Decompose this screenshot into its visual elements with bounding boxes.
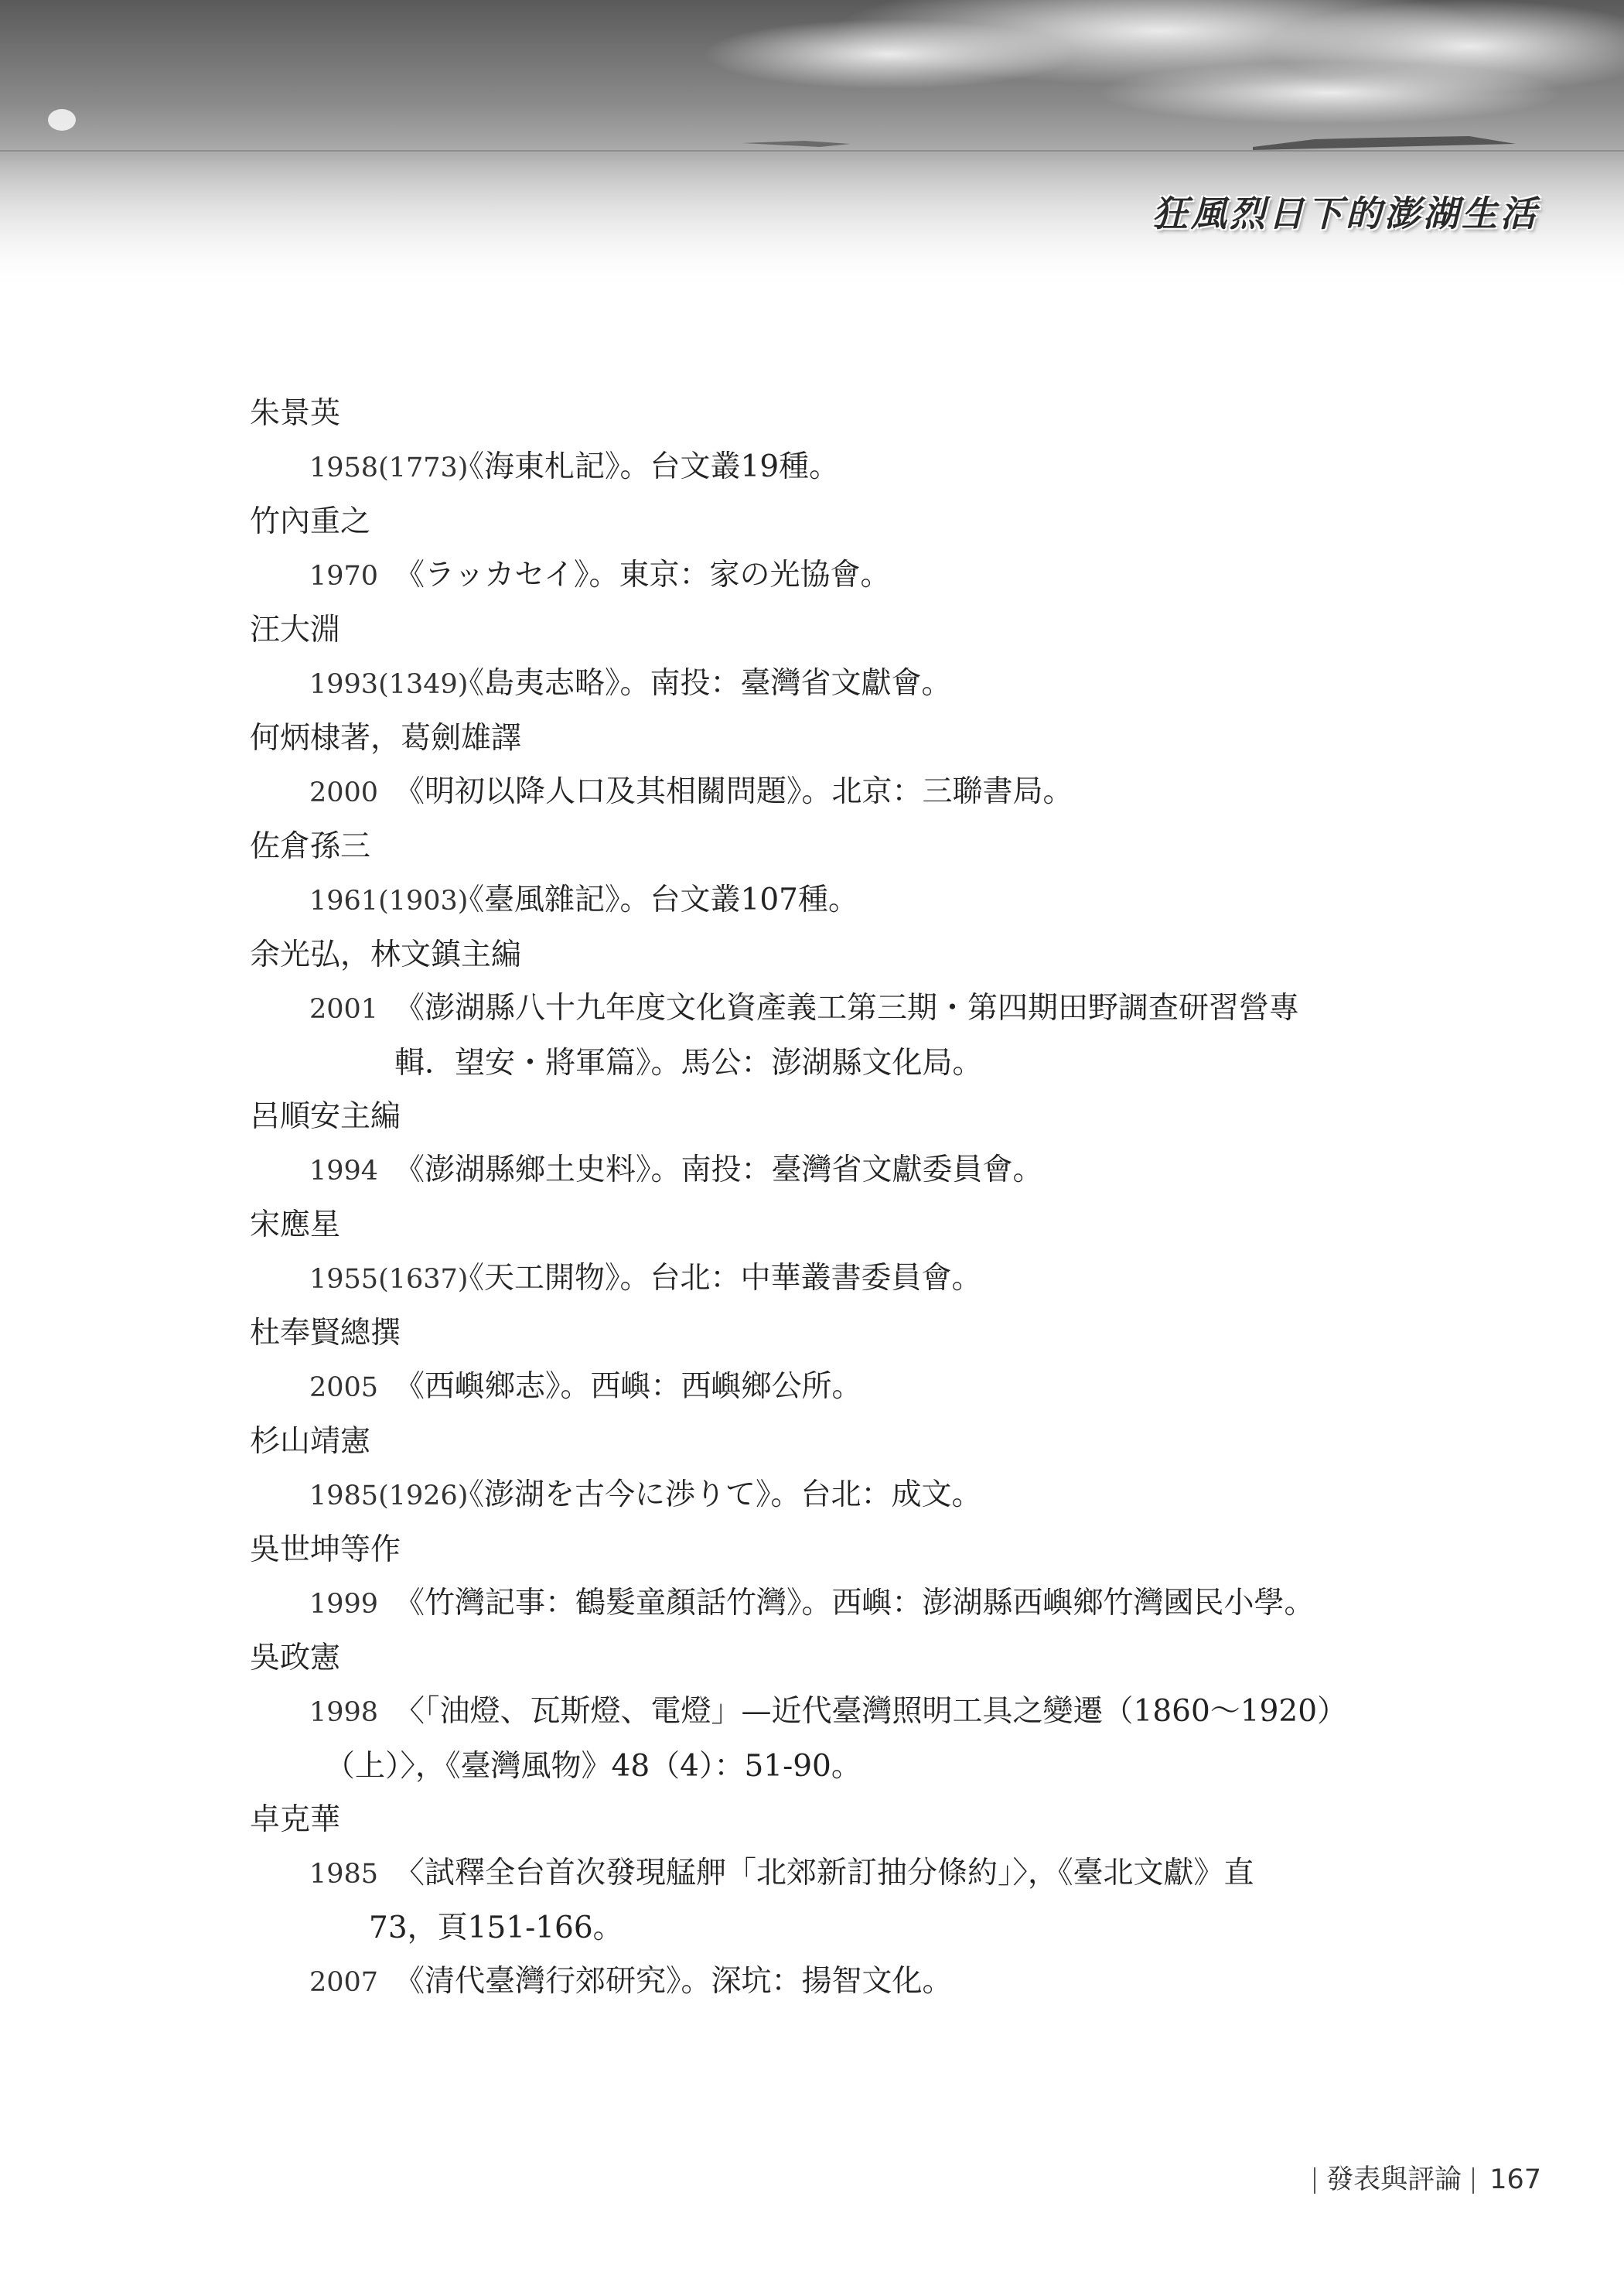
reference-entry [250, 873, 1394, 928]
reference-entry [250, 548, 1394, 603]
reference-entry [250, 1143, 1394, 1198]
author-name: 吳政憲 [250, 1641, 341, 1675]
author-name: 朱景英 [250, 396, 341, 431]
page-number: 167 [1489, 2164, 1541, 2195]
reference-entry [250, 1685, 1394, 1793]
reference-group [250, 1793, 1394, 2010]
entry-text-continued: （上）〉，《臺灣風物》48（4）：51-90。 [325, 1749, 861, 1784]
entry-text: 《ラッカセイ》。東京：家の光協會。 [394, 558, 891, 593]
entry-text: 〈「油燈、瓦斯燈、電燈」—近代臺灣照明工具之變遷（1860～1920） [394, 1694, 1348, 1729]
reference-group [250, 387, 1394, 495]
reference-group [250, 1198, 1394, 1306]
entry-text: 《竹灣記事：鶴髮童顏話竹灣》。西嶼：澎湖縣西嶼鄉竹灣國民小學。 [394, 1586, 1315, 1621]
entry-year: 1955(1637) [309, 1264, 469, 1295]
author-name: 吳世坤等作 [250, 1532, 401, 1567]
reference-group [250, 712, 1394, 820]
author-name: 杉山靖憲 [250, 1424, 371, 1459]
entry-year: 1993(1349) [309, 669, 469, 700]
footer-section-title: 發表與評論 [1326, 2164, 1462, 2195]
author-name: 佐倉孫三 [250, 829, 371, 864]
entry-text: 《西嶼鄉志》。西嶼：西嶼鄉公所。 [394, 1369, 862, 1404]
author-name: 宋應星 [250, 1207, 341, 1242]
footer-divider [1472, 2167, 1474, 2194]
entry-year: 1958(1773) [309, 453, 469, 483]
entry-text: 《臺風雜記》。台文叢107種。 [454, 883, 858, 917]
entry-text: 《天工開物》。台北：中華叢書委員會。 [454, 1261, 982, 1296]
author-name: 余光弘，林文鎮主編 [250, 937, 522, 972]
reference-group [250, 1090, 1394, 1198]
reference-list [250, 387, 1394, 2010]
reference-group [250, 495, 1394, 603]
reference-entry [250, 1360, 1394, 1415]
reference-entry [250, 1955, 1394, 2010]
entry-text: 《清代臺灣行郊研究》。深坑：揚智文化。 [394, 1964, 953, 1999]
entry-year: 1961(1903) [309, 886, 469, 917]
reference-entry [250, 440, 1394, 495]
reference-entry [250, 1468, 1394, 1523]
entry-year: 2000 [309, 777, 379, 808]
reference-group [250, 1306, 1394, 1415]
entry-year: 2001 [309, 994, 379, 1025]
series-title: 狂風烈日下的澎湖生活 [1152, 193, 1539, 234]
entry-text: 〈試釋全台首次發現艋舺「北郊新訂抽分條約」〉，《臺北文獻》直 [394, 1856, 1254, 1890]
author-name: 何炳棣著，葛劍雄譯 [250, 721, 522, 756]
entry-text: 《澎湖縣鄉土史料》。南投：臺灣省文獻委員會。 [394, 1153, 1043, 1187]
reference-group [250, 1631, 1394, 1793]
entry-year: 1985(1926) [309, 1481, 469, 1511]
author-name: 汪大淵 [250, 613, 341, 647]
entry-year: 2005 [309, 1372, 379, 1403]
entry-year: 1998 [309, 1697, 379, 1728]
entry-text: 《澎湖縣八十九年度文化資產義工第三期・第四期田野調查研習營專 [394, 991, 1300, 1026]
footer-divider [1314, 2167, 1315, 2194]
entry-year: 1970 [309, 561, 379, 592]
reference-entry [250, 1576, 1394, 1631]
author-name: 杜奉賢總撰 [250, 1316, 401, 1351]
reference-group [250, 1523, 1394, 1631]
entry-year: 1999 [309, 1589, 379, 1620]
entry-year: 1985 [309, 1859, 379, 1890]
reference-group [250, 603, 1394, 712]
reference-group [250, 1415, 1394, 1523]
author-name: 呂順安主編 [250, 1099, 401, 1134]
reference-entry [250, 982, 1394, 1090]
reference-group [250, 928, 1394, 1090]
entry-year: 2007 [309, 1967, 379, 1998]
author-name: 竹內重之 [250, 504, 371, 539]
reference-entry [250, 765, 1394, 820]
entry-text: 《澎湖を古今に渉りて》。台北：成文。 [454, 1477, 982, 1512]
reference-entry [250, 1846, 1394, 1955]
entry-text-continued: 73，頁151-166。 [369, 1911, 623, 1945]
reference-entry [250, 657, 1394, 712]
entry-text: 《海東札記》。台文叢19種。 [454, 449, 840, 484]
entry-text: 《島夷志略》。南投：臺灣省文獻會。 [454, 666, 952, 701]
entry-text: 《明初以降人口及其相關問題》。北京：三聯書局。 [394, 774, 1073, 809]
entry-text-continued: 輯．望安・將軍篇》。馬公：澎湖縣文化局。 [394, 1046, 983, 1081]
entry-year: 1994 [309, 1156, 379, 1187]
header-banner-image [0, 0, 1624, 294]
page-footer [1303, 2158, 1541, 2197]
reference-entry [250, 1252, 1394, 1306]
author-name: 卓克華 [250, 1802, 341, 1837]
reference-group [250, 820, 1394, 928]
